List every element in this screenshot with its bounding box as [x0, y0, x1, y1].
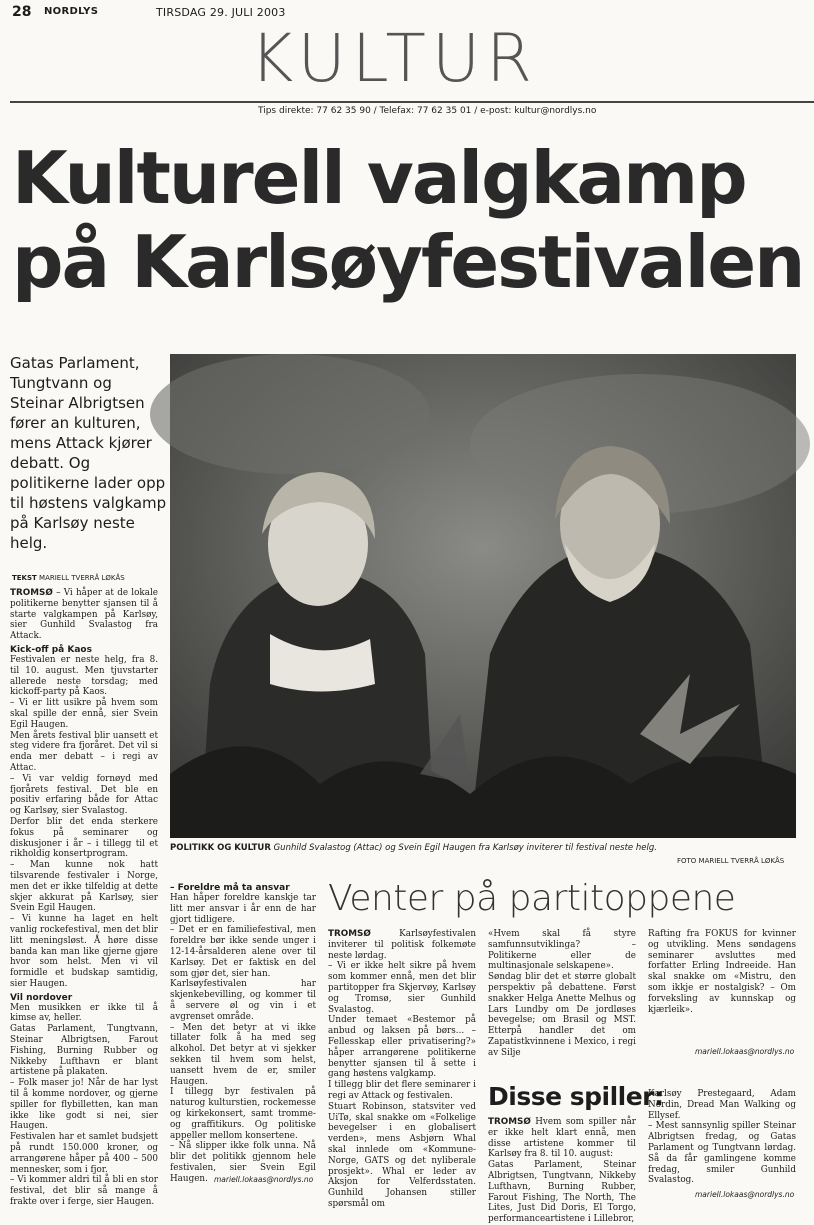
paragraph-text: – Det er en familiefestival, men foreldre bør ikke sende unger i 12-14-årsalderen alene over til Karlsøy. Det er faktisk en del som gjør det, sier han. — [170, 925, 316, 979]
paragraph-text: – Vi kunne ha laget en helt vanlig rockefestival, men det blir litt meningsløst. Å høre disse banda kan man like gjerne gjøre hvor som helst. Men vi vil formidle et budskap samtidig, sier Haugen. — [10, 914, 158, 989]
paragraph — [10, 655, 158, 698]
paragraph — [10, 698, 158, 730]
lineup-author-email[interactable]: mariell.lokaas@nordlys.no — [695, 1190, 795, 1199]
subheading: Kick-off på Kaos — [10, 644, 92, 655]
paragraph — [488, 1117, 636, 1160]
dateline: TROMSØ — [10, 588, 53, 598]
paragraph-text: Festivalen har et samlet budsjett på rundt 150.000 kroner, og arrangørene håper på 400 – 500 mennesker, som i fjor. — [10, 1132, 158, 1175]
paragraph-text: Under temaet «Bestemor på anbud og laksen på børs... – Fellesskap eller privatisering?» håper arrangørene politikerne benytter sjansen til å sette i gang høstens valgkamp. — [328, 1015, 476, 1080]
paragraph-text: Karlsøy Prestegaard, Adam Nordin, Dread Man Walking og Ellysef. — [648, 1089, 796, 1121]
paragraph-text: Han håper foreldre kanskje tar litt mer ansvar i år enn de har gjort tidligere. — [170, 893, 316, 925]
photo-illustration — [170, 354, 796, 838]
paragraph-text: Derfor blir det enda sterkere fokus på seminarer og diskusjoner i år – i tillegg til et rikholdig konsertprogram. — [10, 816, 158, 860]
headline — [12, 136, 812, 304]
paragraph — [10, 1175, 158, 1207]
sidebar-column-2 — [488, 929, 636, 1059]
paragraph — [648, 929, 796, 1015]
paragraph — [10, 1003, 158, 1025]
paragraph-text: Karlsøyfestivalen har skjenkebevilling, og kommer til å servere øl og vin i et avgrenset område. — [170, 979, 316, 1022]
paragraph — [328, 929, 476, 961]
newspaper-name: NORDLYS — [44, 6, 99, 17]
byline-name: MARIELL TVERRÅ LØKÅS — [39, 574, 125, 582]
paragraph-text: Gatas Parlament, Steinar Albrigtsen, Tungtvann, Nikkeby Lufthavn, Burning Rubber, Farout Fishing, The North, The Lites, Just Did Doris, El Torgo, performanceartistene i Lillebror, — [488, 1160, 636, 1225]
paragraph-text: Karlsøyfestivalen inviterer til politisk folkemøte neste lørdag. — [328, 929, 476, 961]
article-column-2 — [170, 880, 316, 1185]
paragraph — [648, 1089, 796, 1121]
lineup-column-2 — [648, 1089, 796, 1186]
lineup-column-1 — [488, 1117, 636, 1225]
paragraph — [488, 929, 636, 972]
paragraph-text: – Nå slipper ikke folk unna. Nå blir det politikk gjennom hele festivalen, sier Svein Egil Haugen. — [170, 1141, 316, 1184]
paragraph-text: Stuart Robinson, statsviter ved UiTø, skal snakke om «Folkelige bevegelser i en globalisert verden», mens Asbjørn Whal skal innlede om «Kommune-Norge, GATS og det nyliberale prosjekt». Whal er leder av Aksjon for Velferdsstaten. Gunhild Johansen stiller spørsmål om — [328, 1101, 476, 1209]
paragraph-text: – Vi håper at de lokale politikerne benytter sjansen til å starte valgkampen på Karlsøy, sier Gunhild Svalastog fra Attack. — [10, 588, 158, 642]
paragraph — [10, 860, 158, 914]
paragraph-text: – Mest sannsynlig spiller Steinar Albrigtsen fredag, og Gatas Parlament og Tungtvann lørdag. Så da får gamlingene komme fredag, smiler Gunhild Svalastog. — [648, 1121, 796, 1186]
author-email[interactable]: mariell.lokaas@nordlys.no — [214, 1175, 314, 1184]
caption-text: Gunhild Svalastog (Attac) og Svein Egil Haugen fra Karlsøy inviterer til festival neste helg. — [273, 843, 657, 853]
paragraph — [10, 1132, 158, 1175]
paragraph — [170, 1023, 316, 1088]
paragraph — [10, 1024, 158, 1078]
paragraph-text: – Vi var veldig fornøyd med fjorårets festival. Det ble en positiv erfaring både for Attac og Karlsøy, sier Svalastog. — [10, 773, 158, 817]
paragraph — [488, 972, 636, 1058]
headline-line-2: på Karlsøyfestivalen — [12, 220, 804, 304]
paragraph-text: Søndag blir det et større globalt perspektiv på debattene. Først snakker Helga Anette Melhus og Lars Lundby om De jordløses bevegelse; om Brasil og MST. Etterpå handler det om Zapatistkvinnene i Mexico, i regi av Silje — [488, 972, 636, 1058]
paragraph-text: – Men det betyr at vi ikke tillater folk å ha med seg alkohol. Det betyr at vi sjekker sekken til hvem som helst, uansett hvem de er, smiler Haugen. — [170, 1022, 316, 1087]
paragraph — [10, 774, 158, 817]
issue-date: TIRSDAG 29. JULI 2003 — [156, 6, 286, 19]
page-number: 28 — [12, 4, 32, 20]
paragraph — [170, 979, 316, 1022]
paragraph — [488, 1160, 636, 1225]
paragraph-text: Festivalen er neste helg, fra 8. til 10. august. Men tjuvstarter allerede neste torsdag; med kickoff-party på Kaos. — [10, 654, 158, 698]
article-column-1 — [10, 588, 158, 1208]
paragraph-text: – Vi er litt usikre på hvem som skal spille der ennå, sier Svein Egil Haugen. — [10, 698, 158, 730]
dateline: TROMSØ — [328, 929, 371, 939]
headline-line-1: Kulturell valgkamp — [12, 136, 746, 220]
contact-line: Tips direkte: 77 62 35 90 / Telefax: 77 62 35 01 / e-post: kultur@nordlys.no — [258, 106, 597, 116]
photo-credit: FOTO MARIELL TVERRÅ LØKÅS — [677, 857, 785, 865]
paragraph — [328, 961, 476, 1015]
paragraph — [10, 588, 158, 642]
paragraph — [10, 1078, 158, 1132]
paragraph-text: Gatas Parlament, Tungtvann, Steinar Albrigtsen, Farout Fishing, Burning Rubber og Nikkeby Lufthavn er blant artistene på plakaten. — [10, 1024, 158, 1078]
paragraph — [10, 731, 158, 774]
paragraph — [328, 1080, 476, 1102]
article-photo — [170, 354, 796, 838]
byline — [12, 574, 125, 582]
section-title: KULTUR — [250, 20, 538, 97]
paragraph — [648, 1121, 796, 1186]
paragraph-text: – Man kunne nok hatt tilsvarende festivaler i Norge, men det er ikke tilfeldig at dette skjer akkurat på Karlsøy, sier Svein Egil Haugen. — [10, 860, 158, 914]
paragraph-text: – Vi kommer aldri til å bli en stor festival, det blir så mange å frakte over i ferge, sier Haugen. — [10, 1175, 158, 1208]
caption-label: POLITIKK OG KULTUR — [170, 843, 271, 853]
paragraph — [328, 1102, 476, 1210]
paragraph — [10, 817, 158, 860]
sidebar-author-email[interactable]: mariell.lokaas@nordlys.no — [695, 1047, 795, 1056]
photo-caption — [170, 843, 730, 853]
paragraph — [328, 1015, 476, 1080]
sidebar-column-1 — [328, 929, 476, 1210]
paragraph-text: – Vi er ikke helt sikre på hvem som kommer ennå, men det blir partitopper fra Skjervøy, Karlsøy og Tromsø, sier Gunhild Svalastog. — [328, 961, 476, 1015]
paragraph — [170, 1087, 316, 1141]
paragraph-text: Men musikken er ikke til å kimse av, heller. — [10, 1002, 158, 1024]
paragraph-text: Rafting fra FOKUS for kvinner og utvikling. Mens søndagens seminarer avsluttes med forfatter Erling Indreeide. Han skal snakke om «Mistru, den som ikkje er nostalgisk? – Om forveksling av kunnskap og kjærleik». — [648, 929, 796, 1015]
subheading: – Foreldre må ta ansvar — [170, 883, 290, 893]
paragraph — [170, 893, 316, 925]
subheading: Vil nordover — [10, 992, 73, 1003]
byline-label: TEKST — [12, 574, 37, 582]
dateline: TROMSØ — [488, 1117, 531, 1127]
paragraph-text: «Hvem skal få styre samfunnsutviklinga? – Politikerne eller de multinasjonale selskapene». — [488, 929, 636, 972]
paragraph — [10, 914, 158, 990]
sidebar-column-3 — [648, 929, 796, 1015]
lead-paragraph: Gatas Parlament, Tungtvann og Steinar Albrigtsen fører an kulturen, mens Attack kjører debatt. Og politikerne lader opp til høstens valgkamp på Karlsøy neste helg. — [10, 354, 167, 552]
paragraph — [170, 925, 316, 979]
paragraph-text: Men årets festival blir uansett et steg videre fra fjoråret. Det vil si enda mer debatt – i regi av Attac. — [10, 730, 158, 773]
header-rule — [10, 101, 814, 103]
paragraph-text: I tillegg byr festivalen på naturog kulturstien, rockemesse og kirkekonsert, samt tromme- og graffitikurs. Og politiske appeller mellom konsertene. — [170, 1087, 316, 1141]
paragraph-text: I tillegg blir det flere seminarer i regi av Attack og festivalen. — [328, 1080, 476, 1101]
paragraph-text: Hvem som spiller når er ikke helt klart ennå, men disse artistene kommer til Karlsøy fra 8. til 10. august: — [488, 1117, 636, 1160]
sidebar-headline: Venter på partitoppene — [328, 878, 736, 919]
lineup-headline: Disse spiller: — [488, 1082, 664, 1111]
paragraph-text: – Folk maser jo! Når de har lyst til å komme nordover, og gjerne spiller for flybilletten, kan man ikke like godt si nei, sier Haugen. — [10, 1078, 158, 1132]
